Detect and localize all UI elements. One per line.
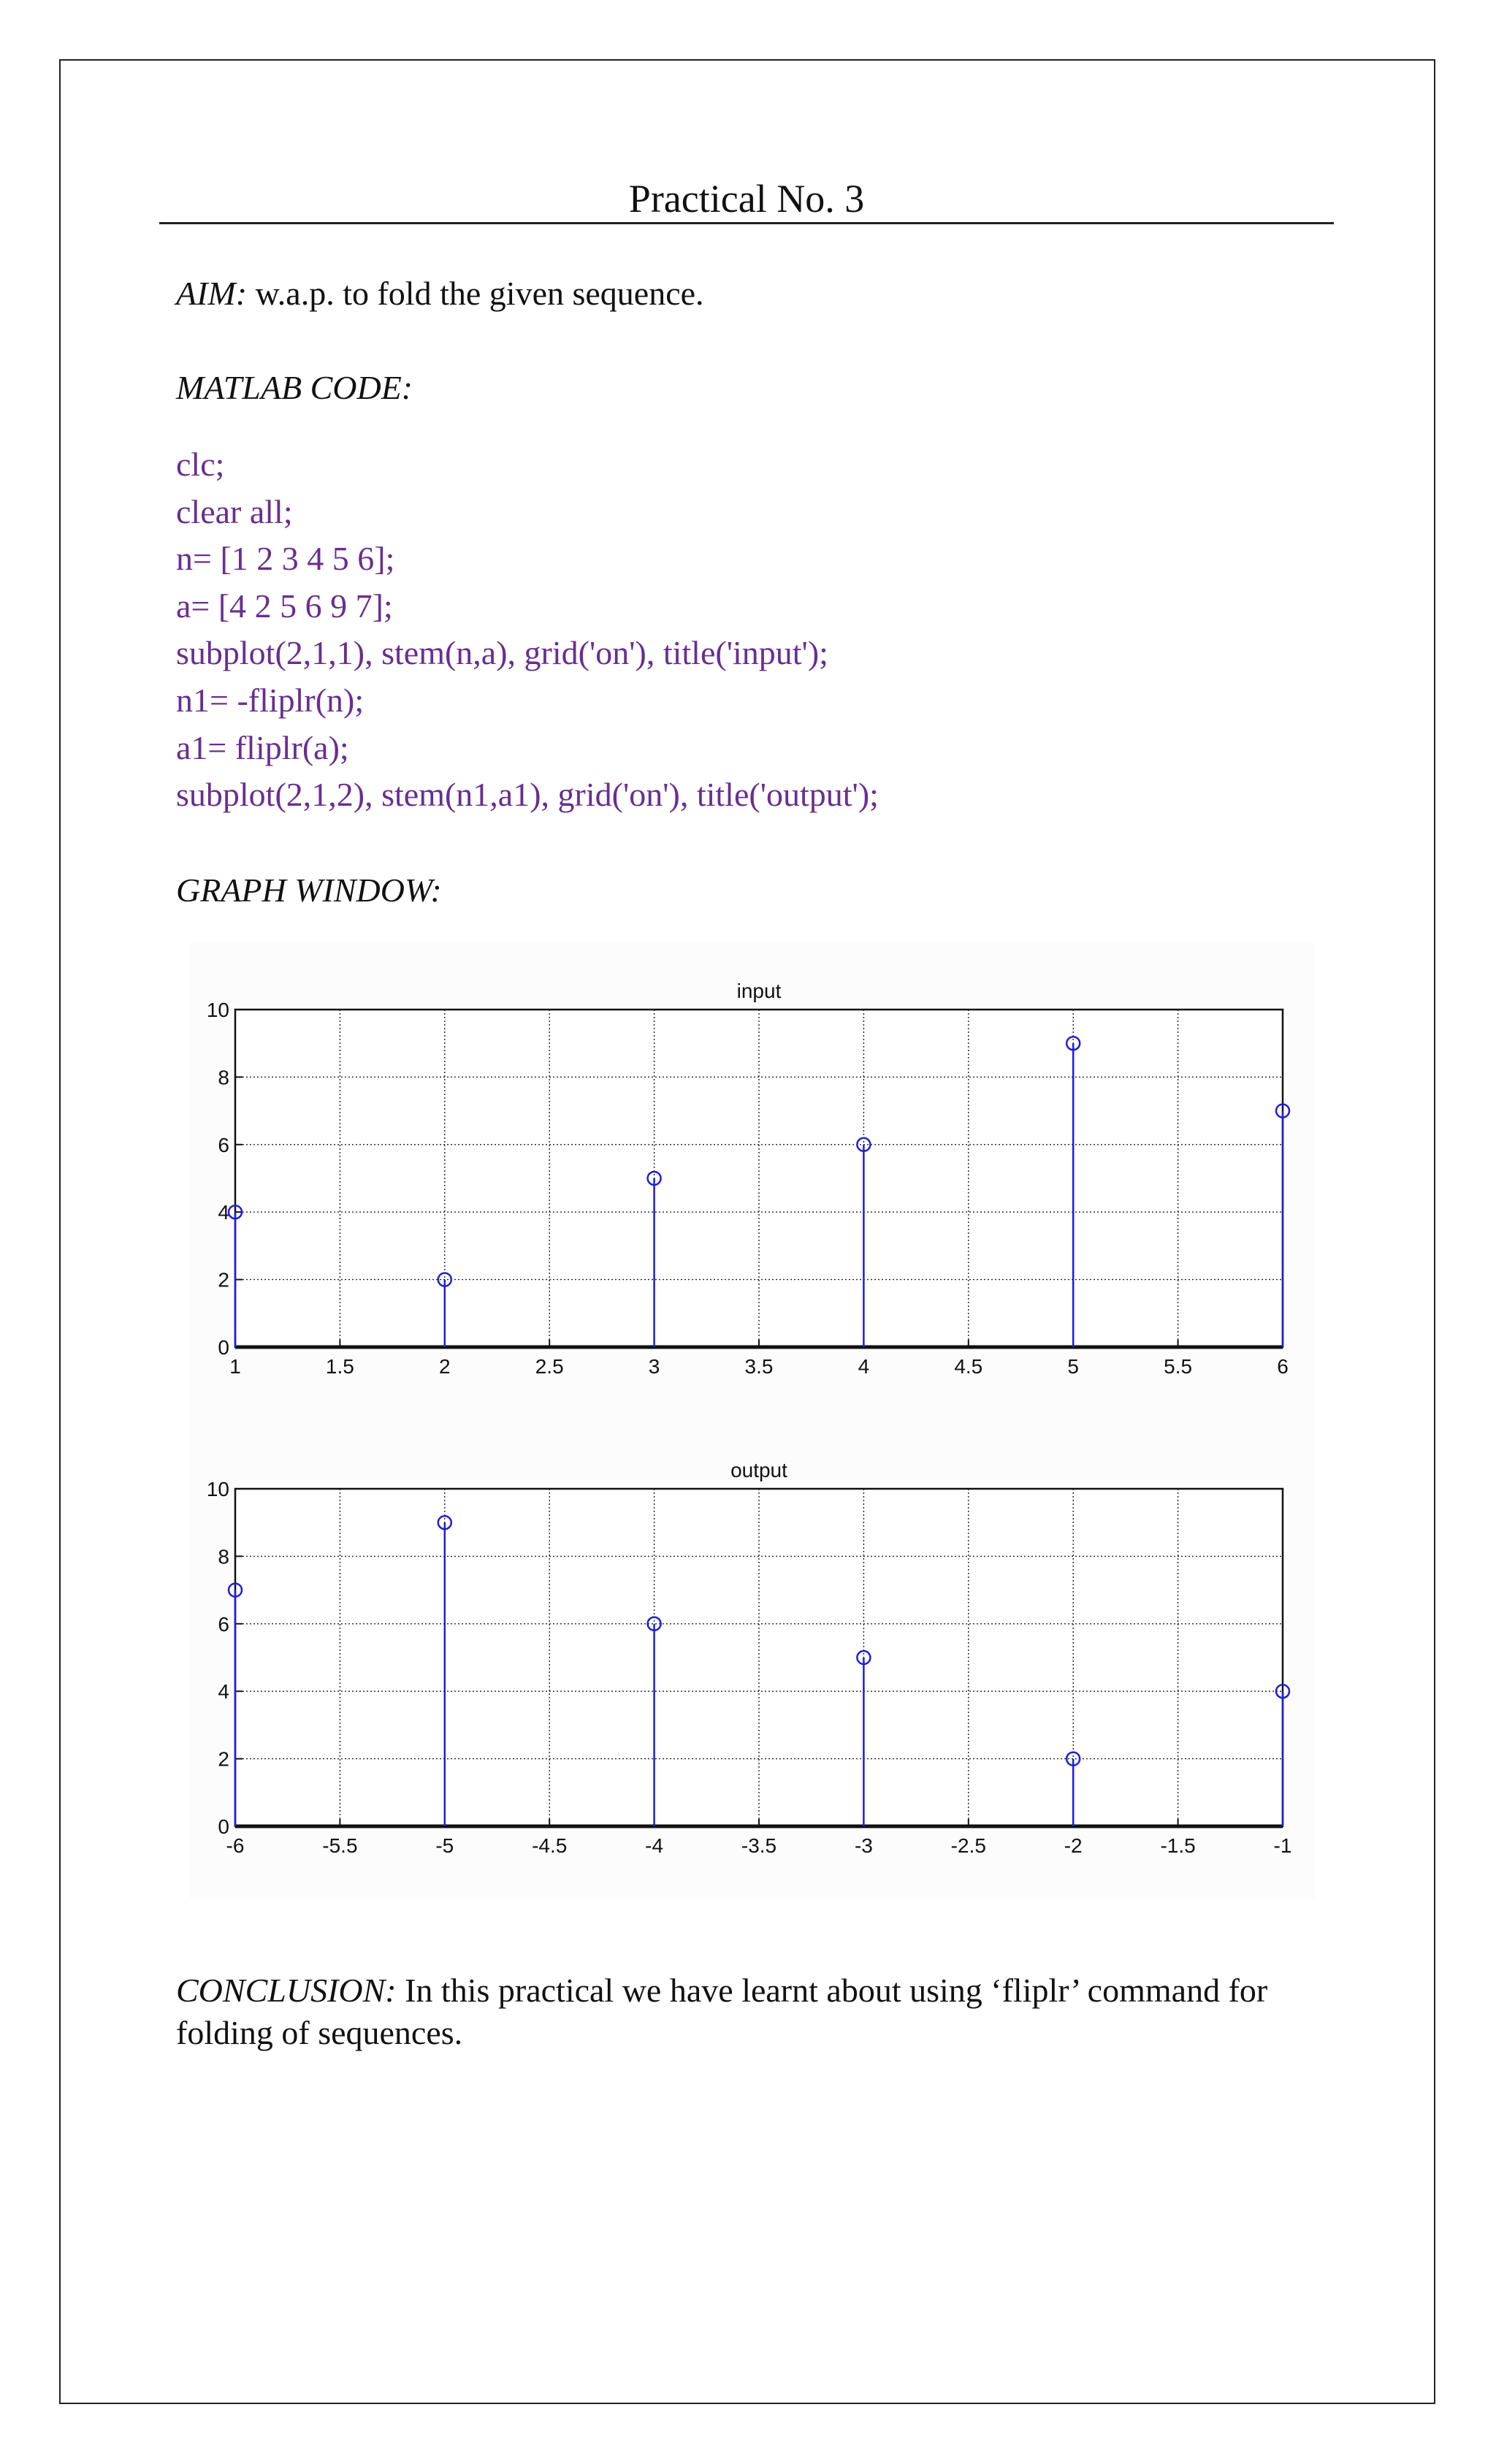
- x-tick-label: 5: [1067, 1355, 1079, 1378]
- y-tick-label: 0: [218, 1815, 229, 1838]
- x-tick-label: -1: [1273, 1834, 1292, 1857]
- code-line: n1= -fliplr(n);: [176, 681, 365, 719]
- x-tick-label: -4.5: [532, 1834, 568, 1857]
- aim-paragraph: [176, 272, 704, 315]
- x-tick-label: 4: [858, 1355, 870, 1378]
- graph-window-heading: GRAPH WINDOW:: [176, 871, 442, 909]
- y-tick-label: 4: [218, 1680, 229, 1704]
- y-tick-label: 2: [218, 1268, 229, 1292]
- x-tick-label: -3: [854, 1834, 873, 1857]
- conclusion-paragraph: [176, 1969, 1330, 2054]
- x-tick-label: 1: [229, 1355, 241, 1378]
- matlab-code-block: [176, 441, 879, 819]
- matlab-figure: [190, 942, 1315, 1899]
- y-tick-label: 10: [206, 1478, 229, 1500]
- code-line: subplot(2,1,2), stem(n1,a1), grid('on'), title('output');: [176, 776, 879, 814]
- code-line: clear all;: [176, 492, 293, 530]
- x-tick-label: 2.5: [535, 1355, 564, 1378]
- page-title: Practical No. 3: [628, 177, 865, 221]
- code-heading: MATLAB CODE:: [176, 369, 413, 406]
- x-tick-label: 1.5: [325, 1355, 354, 1378]
- x-tick-label: 3: [648, 1355, 660, 1378]
- y-tick-label: 4: [218, 1201, 229, 1224]
- x-tick-label: 6: [1277, 1355, 1289, 1378]
- x-tick-label: 4.5: [954, 1355, 983, 1378]
- x-tick-label: 3.5: [744, 1355, 774, 1378]
- x-tick-label: -2: [1064, 1834, 1083, 1857]
- y-tick-label: 10: [206, 999, 229, 1021]
- conclusion-text: In this practical we have learnt about using ‘fliplr’ command for folding of sequences.: [176, 1972, 1268, 2051]
- x-tick-label: -2.5: [950, 1834, 986, 1857]
- x-tick-label: 5.5: [1164, 1355, 1193, 1378]
- title-underline: [159, 222, 1334, 224]
- y-tick-label: 6: [218, 1133, 229, 1156]
- x-tick-label: -5: [435, 1834, 454, 1857]
- chart-title: input: [736, 980, 782, 1002]
- code-line: subplot(2,1,1), stem(n,a), grid('on'), title('input');: [176, 634, 828, 672]
- x-tick-label: -5.5: [322, 1834, 358, 1857]
- aim-label: AIM:: [176, 275, 248, 312]
- aim-text: w.a.p. to fold the given sequence.: [247, 275, 704, 312]
- x-tick-label: -1.5: [1160, 1834, 1196, 1857]
- stem-plots: [190, 942, 1315, 1899]
- y-tick-label: 8: [218, 1066, 229, 1089]
- y-tick-label: 6: [218, 1612, 229, 1636]
- code-line: a1= fliplr(a);: [176, 728, 349, 766]
- x-tick-label: -6: [226, 1834, 245, 1857]
- chart-title: output: [730, 1459, 787, 1481]
- conclusion-label: CONCLUSION:: [176, 1972, 397, 2009]
- code-line: n= [1 2 3 4 5 6];: [176, 540, 395, 578]
- y-tick-label: 0: [218, 1336, 229, 1359]
- x-tick-label: -3.5: [741, 1834, 777, 1857]
- x-tick-label: -4: [645, 1834, 664, 1857]
- y-tick-label: 8: [218, 1545, 229, 1568]
- code-line: a= [4 2 5 6 9 7];: [176, 587, 393, 625]
- y-tick-label: 2: [218, 1747, 229, 1771]
- x-tick-label: 2: [439, 1355, 451, 1378]
- code-line: clc;: [176, 446, 225, 483]
